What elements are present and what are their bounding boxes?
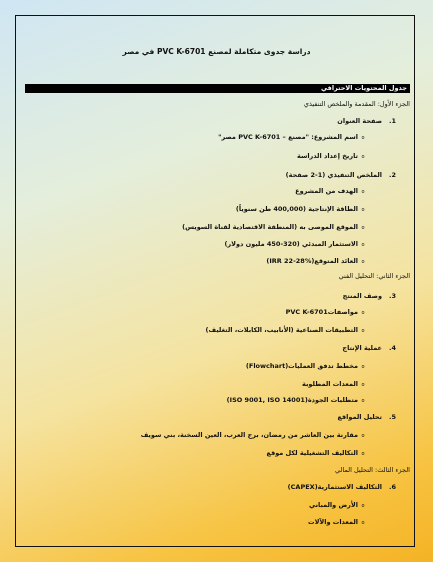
toc-item xyxy=(266,257,368,267)
bullet-icon: o xyxy=(361,135,365,141)
toc-text: المعدات والآلات xyxy=(308,518,358,526)
section-number: 3. xyxy=(388,292,396,300)
toc-section xyxy=(286,171,396,180)
toc-section xyxy=(337,413,396,422)
toc-section xyxy=(288,483,396,492)
toc-text: الجزء الأول: المقدمة والملخص التنفيذي xyxy=(303,100,410,108)
bullet-icon: o xyxy=(361,520,365,526)
bullet-icon: o xyxy=(361,207,365,213)
toc-section xyxy=(337,117,396,126)
toc-item xyxy=(297,152,368,162)
bullet-icon: o xyxy=(361,433,365,439)
toc-text: مواصفاتPVC K-6701 xyxy=(285,308,358,316)
bullet-icon: o xyxy=(361,154,365,160)
section-number: 5. xyxy=(388,413,396,421)
toc-heading: جدول المحتويات الاحترافي xyxy=(25,84,410,93)
toc-part-heading xyxy=(304,100,410,109)
toc-text: عملية الإنتاج xyxy=(342,344,382,352)
toc-text: الطاقة الإنتاجية (400,000 طن سنوياً) xyxy=(235,205,358,213)
toc-part-heading xyxy=(335,466,410,475)
toc-text: مقارنة بين العاشر من رمضان، برج العرب، العين السخنة، بني سويف xyxy=(140,431,358,439)
section-number: 2. xyxy=(388,171,396,179)
toc-item xyxy=(141,431,368,441)
toc-item xyxy=(205,326,368,336)
toc-text: الملخص التنفيذي (1-2 صفحة) xyxy=(285,171,382,179)
toc-item xyxy=(286,308,368,318)
toc-text: الاستثمار المبدئي (320-450 مليون دولار) xyxy=(224,240,358,248)
toc-item xyxy=(218,133,368,143)
toc-text: الأرض والمباني xyxy=(309,501,358,509)
toc-item xyxy=(302,380,368,390)
bullet-icon: o xyxy=(361,451,365,457)
toc-text: اسم المشروع: "مصنع – PVC K-6701 مصر" xyxy=(218,133,358,141)
toc-text: صفحة العنوان xyxy=(337,117,382,125)
toc-text: مخطط تدفق العمليات(Flowchart) xyxy=(245,362,358,370)
bullet-icon: o xyxy=(361,189,365,195)
bullet-icon: o xyxy=(361,225,365,231)
toc-item xyxy=(246,362,368,372)
bullet-icon: o xyxy=(361,328,365,334)
toc-text: تاريخ إعداد الدراسة xyxy=(297,152,358,160)
toc-text: العائد المتوقع(%IRR 22-28) xyxy=(266,257,358,265)
toc-text: الهدف من المشروع xyxy=(295,187,358,195)
toc-text: الجزء الثالث: التحليل المالي xyxy=(334,466,410,474)
section-number: 4. xyxy=(388,344,396,352)
section-number: 1. xyxy=(388,117,396,125)
bullet-icon: o xyxy=(361,398,365,404)
toc-text: التكاليف الاستثمارية(CAPEX) xyxy=(287,483,382,491)
bullet-icon: o xyxy=(361,259,365,265)
toc-item xyxy=(295,187,368,197)
toc-item xyxy=(224,240,368,250)
bullet-icon: o xyxy=(361,503,365,509)
bullet-icon: o xyxy=(361,242,365,248)
toc-item xyxy=(309,501,368,511)
toc-text: الجزء الثاني: التحليل الفني xyxy=(338,272,410,280)
section-number: 6. xyxy=(388,483,396,491)
toc-item xyxy=(308,518,368,528)
toc-section xyxy=(343,292,396,301)
bullet-icon: o xyxy=(361,364,365,370)
toc-text: متطلبات الجودة(ISO 9001, ISO 14001) xyxy=(226,396,358,404)
toc-text: المعدات المطلوبة xyxy=(302,380,358,388)
toc-text: الموقع الموصى به (المنطقة الاقتصادية لقناة السويس) xyxy=(182,223,358,231)
toc-section xyxy=(342,344,396,353)
toc-item xyxy=(182,223,368,233)
document-title: دراسة جدوى متكاملة لمصنع PVC K-6701 في مصر xyxy=(122,47,311,56)
toc-item xyxy=(267,449,369,459)
toc-item xyxy=(236,205,368,215)
toc-text: تحليل المواقع xyxy=(337,413,382,421)
toc-text: التطبيقات الصناعية (الأنابيب، الكابلات، التغليف) xyxy=(205,326,358,334)
toc-part-heading xyxy=(339,272,410,281)
toc-text: وصف المنتج xyxy=(342,292,382,300)
toc-item xyxy=(227,396,368,406)
bullet-icon: o xyxy=(361,310,365,316)
bullet-icon: o xyxy=(361,382,365,388)
toc-text: التكاليف التشغيلية لكل موقع xyxy=(266,449,358,457)
